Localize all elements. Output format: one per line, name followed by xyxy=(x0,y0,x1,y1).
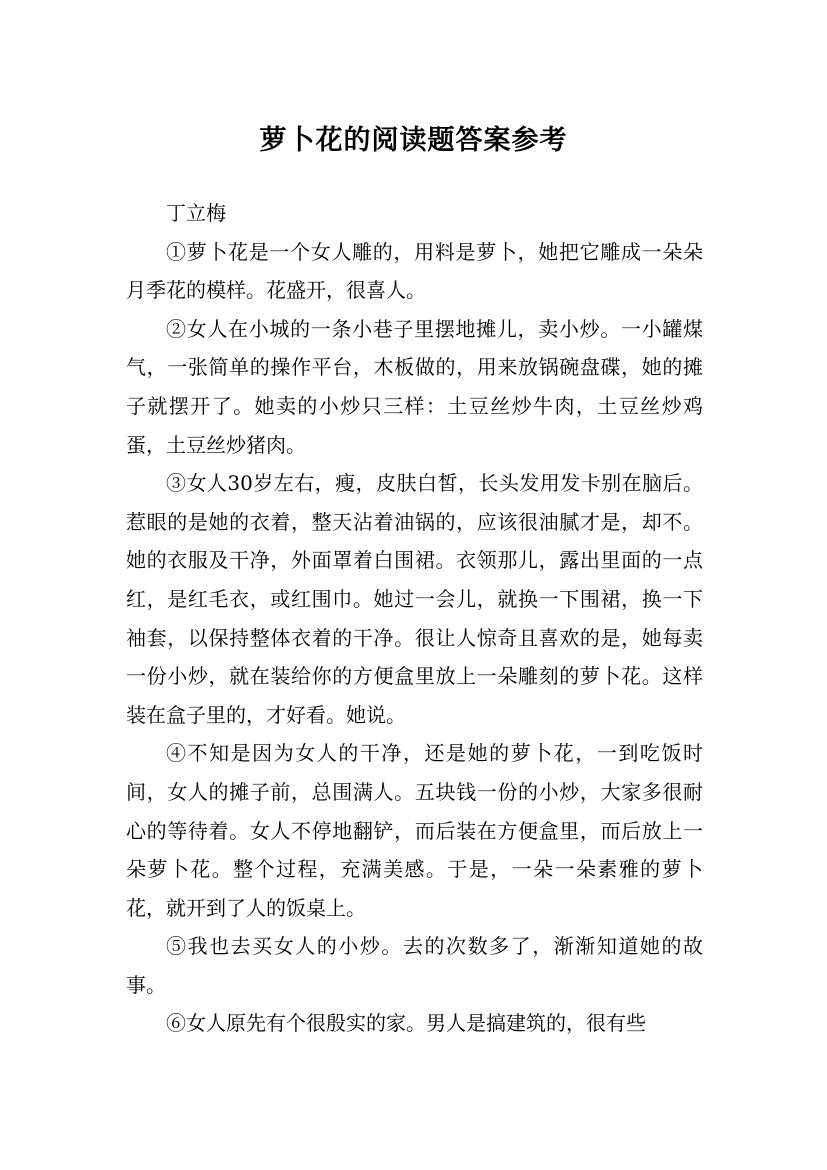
document-title: 萝卜花的阅读题答案参考 xyxy=(259,125,568,157)
paragraph-4: ④不知是因为女人的干净，还是她的萝卜花，一到吃饭时间，女人的摊子前，总围满人。五块钱一份的小炒，大家多很耐心的等待着。女人不停地翻铲，而后装在方便盒里，而后放上一朵萝卜花。整个过程，充满美感。于是，一朵一朵素雅的萝卜花，就开到了人的饭桌上。 xyxy=(126,741,703,920)
document-body xyxy=(126,194,703,1043)
paragraph-2: ②女人在小城的一条小巷子里摆地摊儿，卖小炒。一小罐煤气，一张简单的操作平台，木板做的，用来放锅碗盘碟，她的摊子就摆开了。她卖的小炒只三样：土豆丝炒牛肉，土豆丝炒鸡蛋，土豆丝炒猪肉。 xyxy=(126,316,703,457)
author-line: 丁立梅 xyxy=(166,201,226,225)
paragraph-3: ③女人30岁左右，瘦，皮肤白皙，长头发用发卡别在脑后。惹眼的是她的衣着，整天沾着油锅的，应该很油腻才是，却不。她的衣服及干净，外面罩着白围裙。衣领那儿，露出里面的一点红，是红毛衣，或红围巾。她过一会儿，就换一下围裙，换一下袖套，以保持整体衣着的干净。很让人惊奇且喜欢的是，她每卖一份小炒，就在装给你的方便盒里放上一朵雕刻的萝卜花。这样装在盒子里的，才好看。她说。 xyxy=(126,471,703,727)
paragraph-5: ⑤我也去买女人的小炒。去的次数多了，渐渐知道她的故事。 xyxy=(126,934,703,997)
paragraph-6: ⑥女人原先有个很殷实的家。男人是搞建筑的，很有些 xyxy=(166,1011,646,1036)
paragraph-1: ①萝卜花是一个女人雕的，用料是萝卜，她把它雕成一朵朵月季花的模样。花盛开，很喜人。 xyxy=(126,239,703,303)
